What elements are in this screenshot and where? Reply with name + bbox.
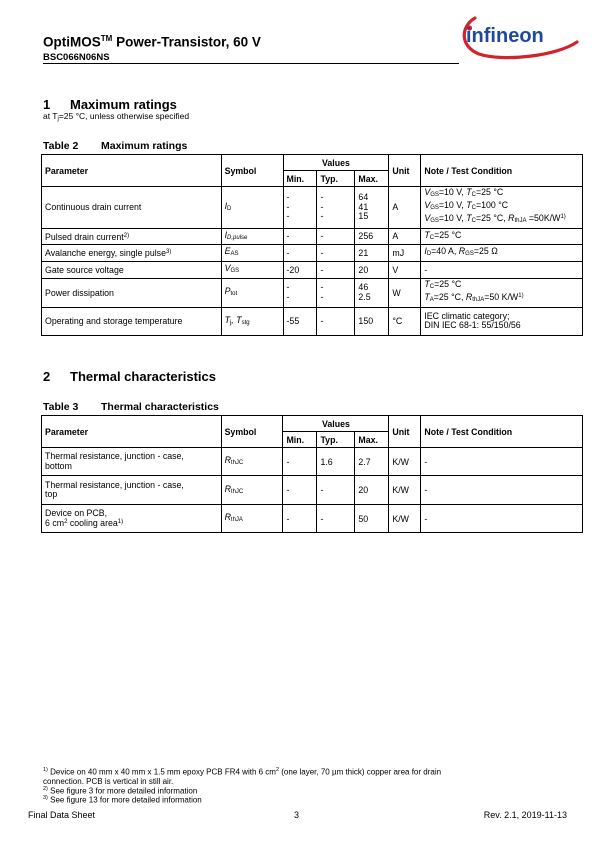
typ-cell: - - - bbox=[317, 187, 355, 229]
condition-cell: - bbox=[421, 261, 583, 278]
condition-cell: - bbox=[421, 448, 583, 476]
max-cell: 46 2.5 bbox=[355, 278, 389, 307]
condition-cell: $I_D=40$ A, $R_{GS}=25$ Ω bbox=[421, 244, 583, 261]
max-cell: 64 41 15 bbox=[355, 187, 389, 229]
col-unit: Unit bbox=[389, 155, 421, 187]
footnote-1: $^{1)}$ Device on 40 mm x 40 mm x 1.5 mm epoxy PCB FR4 with 6 $cm^2$ (one layer, 70 µm thick) copper area for drain connection. PCB is vertical in still air. bbox=[43, 767, 442, 787]
max-cell: 21 bbox=[355, 244, 389, 261]
header-rule bbox=[43, 63, 459, 64]
param-cell: Avalanche energy, single pulse$^{3)}$ bbox=[42, 244, 222, 261]
infineon-logo bbox=[457, 12, 583, 62]
max-cell: 2.7 bbox=[355, 448, 389, 476]
table-3-caption: Table 3 Thermal characteristics bbox=[43, 401, 219, 413]
condition-cell: $T_C=25$ °C bbox=[421, 228, 583, 244]
typ-cell: - bbox=[317, 244, 355, 261]
typ-cell: - bbox=[317, 476, 355, 505]
typ-cell: - bbox=[317, 505, 355, 533]
param-cell: Continuous drain current bbox=[42, 187, 222, 229]
min-cell: - bbox=[283, 505, 317, 533]
col-unit: Unit bbox=[389, 416, 421, 448]
unit-cell: mJ bbox=[389, 244, 421, 261]
unit-cell: A bbox=[389, 187, 421, 229]
table-row bbox=[42, 476, 583, 505]
col-parameter: Parameter bbox=[42, 416, 222, 448]
symbol-cell: $I_D$ bbox=[221, 187, 283, 229]
unit-cell: K/W bbox=[389, 476, 421, 505]
condition-cell: - bbox=[421, 505, 583, 533]
min-cell: - bbox=[283, 448, 317, 476]
param-cell: Gate source voltage bbox=[42, 261, 222, 278]
param-cell: Device on PCB, 6 $cm^2$ cooling area$^{1)}$ bbox=[42, 505, 222, 533]
min-cell: - bbox=[283, 244, 317, 261]
col-max: Max. bbox=[355, 432, 389, 448]
param-cell: Pulsed drain current$^{2)}$ bbox=[42, 228, 222, 244]
col-note: Note / Test Condition bbox=[421, 155, 583, 187]
col-note: Note / Test Condition bbox=[421, 416, 583, 448]
symbol-cell: $R_{thJC}$ bbox=[221, 448, 283, 476]
unit-cell: K/W bbox=[389, 448, 421, 476]
unit-cell: K/W bbox=[389, 505, 421, 533]
document-title: OptiMOS™ Power-Transistor, 60 V bbox=[43, 34, 261, 50]
param-cell: Thermal resistance, junction - case, top bbox=[42, 476, 222, 505]
symbol-cell: $P_{tot}$ bbox=[221, 278, 283, 307]
col-min: Min. bbox=[283, 171, 317, 187]
table-row bbox=[42, 187, 583, 229]
condition-cell: $V_{GS}=10$ V, $T_C=25$ °C $V_{GS}=10$ V, $T_C=100$ °C $V_{GS}=10$ V, $T_C=25$ °C, $R_{thJA} =50K/W^{1)}$ bbox=[421, 187, 583, 229]
symbol-cell: $R_{thJA}$ bbox=[221, 505, 283, 533]
footnote-3: $^{3)}$ See figure 13 for more detailed information bbox=[43, 795, 202, 805]
footer-doc-type: Final Data Sheet bbox=[28, 810, 96, 820]
section-1-heading: 1 Maximum ratings bbox=[43, 97, 177, 112]
unit-cell: V bbox=[389, 261, 421, 278]
unit-cell: °C bbox=[389, 307, 421, 335]
col-symbol: Symbol bbox=[221, 155, 283, 187]
table-row bbox=[42, 448, 583, 476]
max-cell: 20 bbox=[355, 476, 389, 505]
col-values: Values bbox=[283, 155, 389, 171]
table-row bbox=[42, 307, 583, 335]
col-min: Min. bbox=[283, 432, 317, 448]
footnote-2: $^{2)}$ See figure 3 for more detailed information bbox=[43, 786, 198, 796]
min-cell: - - - bbox=[283, 187, 317, 229]
min-cell: - - bbox=[283, 278, 317, 307]
table-row bbox=[42, 505, 583, 533]
table-row bbox=[42, 244, 583, 261]
typ-cell: - bbox=[317, 228, 355, 244]
symbol-cell: $T_j$, $T_{stg}$ bbox=[221, 307, 283, 335]
col-parameter: Parameter bbox=[42, 155, 222, 187]
max-cell: 256 bbox=[355, 228, 389, 244]
condition-cell: $T_C=25$ °C $T_A=25$ °C, $R_{thJA}=50$ $K/W^{1)}$ bbox=[421, 278, 583, 307]
table-row bbox=[42, 278, 583, 307]
min-cell: -20 bbox=[283, 261, 317, 278]
col-values: Values bbox=[283, 416, 389, 432]
param-cell: Thermal resistance, junction - case, bottom bbox=[42, 448, 222, 476]
typ-cell: - - bbox=[317, 278, 355, 307]
typ-cell: 1.6 bbox=[317, 448, 355, 476]
unit-cell: W bbox=[389, 278, 421, 307]
min-cell: - bbox=[283, 228, 317, 244]
symbol-cell: $E_{AS}$ bbox=[221, 244, 283, 261]
col-max: Max. bbox=[355, 171, 389, 187]
unit-cell: A bbox=[389, 228, 421, 244]
col-typ: Typ. bbox=[317, 432, 355, 448]
table-2-caption: Table 2 Maximum ratings bbox=[43, 140, 188, 152]
col-typ: Typ. bbox=[317, 171, 355, 187]
footer-revision: Rev. 2.1, 2019-11-13 bbox=[483, 810, 567, 820]
param-cell: Operating and storage temperature bbox=[42, 307, 222, 335]
condition-cell: - bbox=[421, 476, 583, 505]
max-cell: 20 bbox=[355, 261, 389, 278]
symbol-cell: $I_{D,pulse}$ bbox=[221, 228, 283, 244]
logo-wordmark: infineon bbox=[466, 25, 544, 47]
maximum-ratings-table bbox=[41, 154, 583, 336]
symbol-cell: $V_{GS}$ bbox=[221, 261, 283, 278]
section-2-heading: 2 Thermal characteristics bbox=[43, 369, 216, 384]
max-cell: 150 bbox=[355, 307, 389, 335]
part-number: BSC066N06NS bbox=[43, 52, 110, 63]
condition-cell: IEC climatic category; DIN IEC 68-1: 55/150/56 bbox=[421, 307, 583, 335]
max-cell: 50 bbox=[355, 505, 389, 533]
thermal-characteristics-table bbox=[41, 415, 583, 533]
min-cell: -55 bbox=[283, 307, 317, 335]
footer-page-number: 3 bbox=[294, 810, 300, 820]
min-cell: - bbox=[283, 476, 317, 505]
table-row bbox=[42, 228, 583, 244]
typ-cell: - bbox=[317, 307, 355, 335]
param-cell: Power dissipation bbox=[42, 278, 222, 307]
col-symbol: Symbol bbox=[221, 416, 283, 448]
symbol-cell: $R_{thJC}$ bbox=[221, 476, 283, 505]
section-1-note: at $T_j=25$ °C, unless otherwise specified bbox=[43, 111, 190, 122]
table-row bbox=[42, 261, 583, 278]
typ-cell: - bbox=[317, 261, 355, 278]
